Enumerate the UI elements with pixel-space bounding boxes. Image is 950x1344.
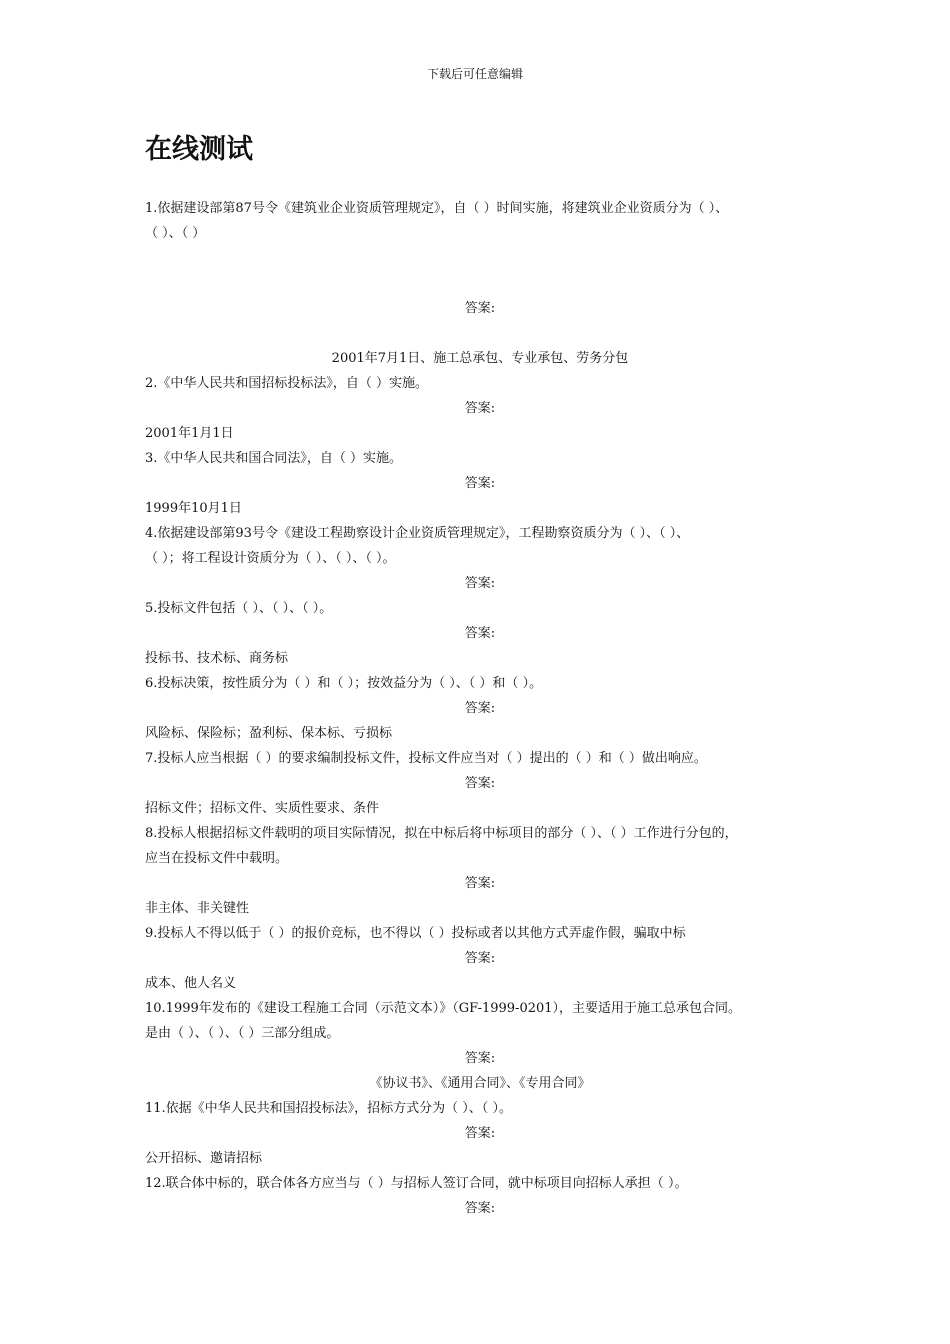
question-8-line-2: 应当在投标文件中载明。	[145, 851, 289, 866]
answer-label: 答案:	[464, 1201, 496, 1216]
question-11: 11.依据《中华人民共和国招投标法》，招标方式分为（ ）、（ ）。	[145, 1101, 512, 1116]
question-1-line-1: 1.依据建设部第87号令《建筑业企业资质管理规定》，自（ ）时间实施，将建筑业企业资质分为（ ）、	[145, 201, 729, 216]
question-list	[145, 196, 815, 1221]
answer-label: 答案:	[464, 626, 496, 641]
question-7: 7.投标人应当根据（ ）的要求编制投标文件，投标文件应当对（ ）提出的（ ）和（ ）做出响应。	[145, 751, 707, 766]
question-1-line-2: （ ）、（ ）	[145, 226, 206, 241]
answer-8: 非主体、非关键性	[145, 901, 250, 916]
question-4-line-1: 4.依据建设部第93号令《建设工程勘察设计企业资质管理规定》，工程勘察资质分为（ ）、（ ）、	[145, 526, 690, 541]
question-12: 12.联合体中标的，联合体各方应当与（ ）与招标人签订合同，就中标项目向招标人承担（ ）。	[145, 1176, 688, 1191]
answer-label: 答案:	[464, 951, 496, 966]
question-10-line-2: 是由（ ）、（ ）、（ ）三部分组成。	[145, 1026, 340, 1041]
answer-label: 答案:	[464, 776, 496, 791]
answer-5: 投标书、技术标、商务标	[145, 651, 289, 666]
answer-10: 《协议书》、《通用合同》、《专用合同》	[369, 1076, 591, 1091]
question-6: 6.投标决策，按性质分为（ ）和（ ）；按效益分为（ ）、（ ）和（ ）。	[145, 676, 543, 691]
answer-7: 招标文件；招标文件、实质性要求、条件	[145, 801, 380, 816]
question-4-line-2: （ ）；将工程设计资质分为（ ）、（ ）、（ ）。	[145, 551, 396, 566]
answer-9: 成本、他人名义	[145, 976, 237, 991]
answer-label: 答案:	[464, 476, 496, 491]
header-note: 下载后可任意编辑	[426, 67, 523, 81]
answer-label: 答案:	[464, 401, 496, 416]
answer-label: 答案:	[464, 701, 496, 716]
question-5: 5.投标文件包括（ ）、（ ）、（ ）。	[145, 601, 333, 616]
page-title: 在线测试	[145, 134, 253, 165]
answer-label: 答案:	[464, 876, 496, 891]
question-8-line-1: 8.投标人根据招标文件载明的项目实际情况，拟在中标后将中标项目的部分（ ）、（ ）工作进行分包的，	[145, 826, 738, 841]
answer-label: 答案:	[464, 576, 496, 591]
answer-3: 1999年10月1日	[145, 501, 242, 516]
answer-1: 2001年7月1日、施工总承包、专业承包、劳务分包	[331, 351, 629, 366]
question-9: 9.投标人不得以低于（ ）的报价竞标，也不得以（ ）投标或者以其他方式弄虚作假，骗取中标	[145, 926, 686, 941]
answer-label: 答案:	[464, 301, 496, 316]
answer-label: 答案:	[464, 1051, 496, 1066]
answer-label: 答案:	[464, 1126, 496, 1141]
question-2: 2.《中华人民共和国招标投标法》，自（ ）实施。	[145, 376, 429, 391]
answer-11: 公开招标、邀请招标	[145, 1151, 263, 1166]
question-10-line-1: 10.1999年发布的《建设工程施工合同（示范文本）》（GF-1999-0201），主要适用于施工总承包合同。	[145, 1001, 742, 1016]
answer-2: 2001年1月1日	[145, 426, 234, 441]
question-3: 3.《中华人民共和国合同法》，自（ ）实施。	[145, 451, 403, 466]
answer-6: 风险标、保险标；盈利标、保本标、亏损标	[145, 726, 393, 741]
